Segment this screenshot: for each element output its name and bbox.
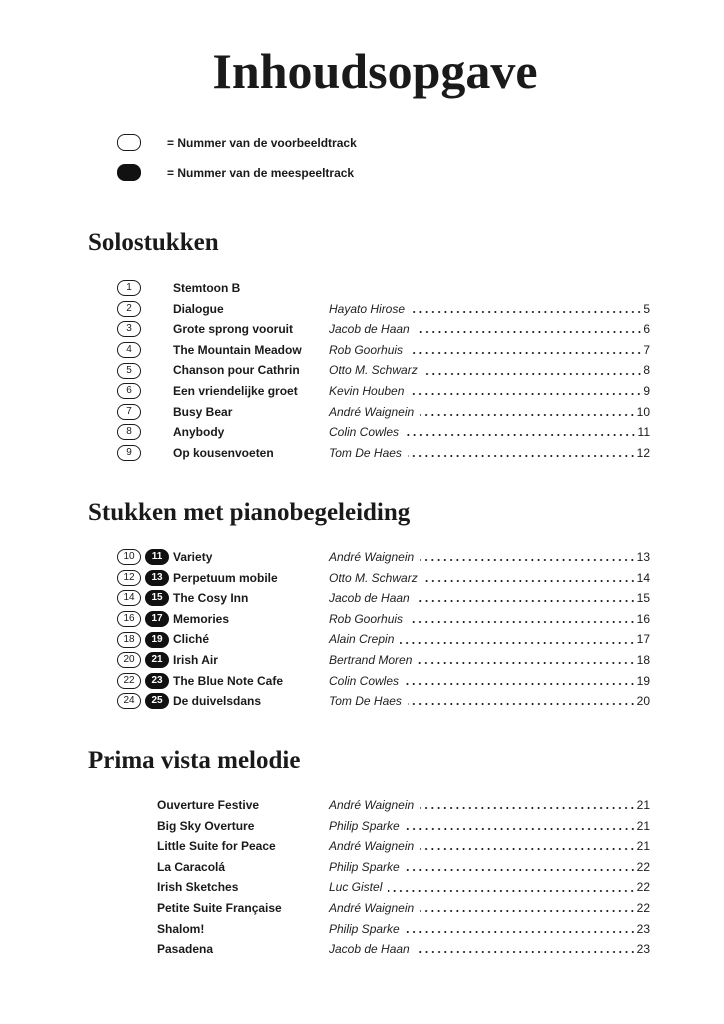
entry-details [329,691,650,712]
dot-leader [420,807,635,809]
entry-details [329,319,650,340]
page-title: Inhoudsopgave [212,43,538,99]
page-number: 5 [643,301,650,316]
playalong-track-number: 19 [145,632,169,648]
piece-title: La Caracolá [157,859,226,874]
composer-name: Jacob de Haan [329,591,410,606]
dot-leader [409,352,642,354]
composer-name: Bertrand Moren [329,652,413,667]
playalong-track-number: 21 [145,652,169,668]
toc-entry [0,691,724,712]
composer-name: Otto M. Schwarz [329,570,418,585]
entry-details [329,568,650,589]
demo-track-number: 1 [117,280,141,296]
entry-details [329,877,650,898]
piece-title: Big Sky Overture [157,818,255,833]
dot-leader [406,828,636,830]
composer-name: André Waignein [329,839,415,854]
composer-name: Rob Goorhuis [329,342,404,357]
dot-leader [411,311,642,313]
entry-details [329,836,650,857]
piece-title: De duivelsdans [173,694,262,709]
section-heading-prima-vista: Prima vista melodie [88,747,301,774]
playalong-track-number: 25 [145,693,169,709]
page-number: 15 [636,591,650,606]
page-number: 23 [636,942,650,957]
piece-title: Op kousenvoeten [173,445,274,460]
entry-details [329,898,650,919]
piece-title: Petite Suite Française [157,900,282,915]
composer-name: Luc Gistel [329,880,383,895]
dot-leader [400,642,635,644]
composer-name: Alain Crepin [329,632,395,647]
dot-leader [405,683,636,685]
composer-name: Jacob de Haan [329,322,410,337]
composer-name: Jacob de Haan [329,942,410,957]
entry-details [329,609,650,630]
section-list-prima-vista [0,795,724,960]
page-number: 12 [636,445,650,460]
toc-entry [0,319,724,340]
entry-details [329,381,650,402]
toc-entry [0,898,724,919]
piece-title: Pasadena [157,942,214,957]
page-number: 18 [636,652,650,667]
entry-details [329,939,650,960]
toc-entry [0,340,724,361]
composer-name: Philip Sparke [329,859,400,874]
dot-leader [406,931,636,933]
piece-title: Stemtoon B [173,281,241,295]
dot-leader [405,434,637,436]
dot-leader [416,600,636,602]
playalong-track-number: 13 [145,570,169,586]
piece-title: Irish Sketches [157,880,239,895]
entry-details [329,360,650,381]
section-list-pianobegeleiding [0,547,724,712]
toc-entry [0,671,724,692]
composer-name: Rob Goorhuis [329,611,404,626]
toc-entry [0,629,724,650]
composer-name: Kevin Houben [329,383,405,398]
dot-leader [416,951,636,953]
composer-name: Tom De Haes [329,694,402,709]
page-number: 23 [636,921,650,936]
toc-entry [0,816,724,837]
composer-name: André Waignein [329,900,415,915]
section-heading-pianobegeleiding: Stukken met pianobegeleiding [88,499,411,526]
composer-name: Otto M. Schwarz [329,363,418,378]
dot-leader [424,580,636,582]
demo-track-number: 16 [117,611,141,627]
composer-name: Philip Sparke [329,818,400,833]
composer-name: Colin Cowles [329,425,400,440]
piece-title: The Mountain Meadow [173,342,302,357]
toc-entry [0,568,724,589]
demo-track-number: 8 [117,424,141,440]
demo-track-number: 12 [117,570,141,586]
dot-leader [408,455,636,457]
section-list-solostukken [0,278,724,463]
playalong-track-number: 11 [145,549,169,565]
toc-entry [0,360,724,381]
toc-entry [0,650,724,671]
page-number: 22 [636,859,650,874]
piece-title: Een vriendelijke groet [173,383,298,398]
demo-track-number: 9 [117,445,141,461]
legend-demo-track [0,134,724,152]
demo-track-number: 2 [117,301,141,317]
demo-track-number: 6 [117,383,141,399]
legend-playalong-track [0,164,724,182]
entry-details [329,340,650,361]
dot-leader [418,662,635,664]
piece-title: Shalom! [157,921,205,936]
page-number: 22 [636,880,650,895]
page-number: 9 [643,383,650,398]
toc-entry [0,588,724,609]
entry-details [329,650,650,671]
toc-entry [0,939,724,960]
piece-title: Busy Bear [173,404,233,419]
entry-details [329,547,650,568]
piece-title: Grote sprong vooruit [173,322,293,337]
toc-entry [0,857,724,878]
playalong-track-number: 15 [145,590,169,606]
piece-title: Anybody [173,425,225,440]
legend-demo-track-text: = Nummer van de voorbeeldtrack [167,136,357,150]
page-number: 11 [637,425,650,440]
toc-entry [0,299,724,320]
playalong-track-number: 17 [145,611,169,627]
dot-leader [420,848,635,850]
page-number: 14 [636,570,650,585]
demo-track-number: 5 [117,363,141,379]
entry-details [329,588,650,609]
page-number: 8 [643,363,650,378]
page-number: 20 [636,694,650,709]
composer-name: Philip Sparke [329,921,400,936]
dot-leader [420,559,635,561]
entry-details [329,857,650,878]
demo-track-number: 7 [117,404,141,420]
page-number: 19 [636,673,650,688]
playalong-track-marker-icon [117,164,141,181]
page-number: 17 [636,632,650,647]
composer-name: André Waignein [329,798,415,812]
composer-name: Colin Cowles [329,673,400,688]
entry-details [329,816,650,837]
demo-track-number: 4 [117,342,141,358]
demo-track-marker-icon [117,134,141,151]
page-number: 21 [636,818,650,833]
composer-name: André Waignein [329,550,415,564]
page-number: 7 [643,342,650,357]
section-heading-solostukken: Solostukken [88,229,219,256]
toc-entry [0,836,724,857]
toc-entry [0,402,724,423]
toc-entry [0,609,724,630]
page-number: 10 [636,404,650,419]
entry-details [329,299,650,320]
entry-details [329,919,650,940]
demo-track-number: 18 [117,632,141,648]
entry-details [329,629,650,650]
entry-details [329,795,650,816]
dot-leader [420,910,635,912]
toc-entry [0,547,724,568]
entry-details [329,422,650,443]
dot-leader [424,373,643,375]
dot-leader [410,393,642,395]
entry-details [329,671,650,692]
piece-title: Ouverture Festive [157,798,260,812]
piece-title: Little Suite for Peace [157,839,276,854]
piece-title: Irish Air [173,652,218,667]
piece-title: Perpetuum mobile [173,570,278,585]
entry-details [329,443,650,464]
dot-leader [408,703,636,705]
composer-name: Hayato Hirose [329,301,406,316]
toc-entry [0,919,724,940]
composer-name: Tom De Haes [329,445,402,460]
piece-title: Variety [173,550,213,564]
toc-entry [0,795,724,816]
composer-name: André Waignein [329,404,415,419]
piece-title: Dialogue [173,301,224,316]
demo-track-number: 14 [117,590,141,606]
playalong-track-number: 23 [145,673,169,689]
page-number: 21 [636,798,650,812]
toc-entry [0,381,724,402]
demo-track-number: 24 [117,693,141,709]
entry-details [329,402,650,423]
demo-track-number: 10 [117,549,141,565]
legend-playalong-track-text: = Nummer van de meespeeltrack [167,166,355,180]
dot-leader [409,621,636,623]
dot-leader [406,869,636,871]
dot-leader [420,414,635,416]
piece-title: Cliché [173,632,210,647]
page-number: 16 [636,611,650,626]
toc-entry [0,278,724,299]
toc-entry [0,877,724,898]
page-number: 22 [636,900,650,915]
demo-track-number: 22 [117,673,141,689]
dot-leader [416,331,643,333]
demo-track-number: 3 [117,321,141,337]
toc-entry [0,422,724,443]
piece-title: The Blue Note Cafe [173,673,284,688]
page-number: 6 [643,322,650,337]
page-number: 13 [636,550,650,564]
toc-entry [0,443,724,464]
piece-title: Chanson pour Cathrin [173,363,300,378]
page-number: 21 [636,839,650,854]
dot-leader [388,890,635,892]
piece-title: The Cosy Inn [173,591,249,606]
piece-title: Memories [173,611,230,626]
demo-track-number: 20 [117,652,141,668]
